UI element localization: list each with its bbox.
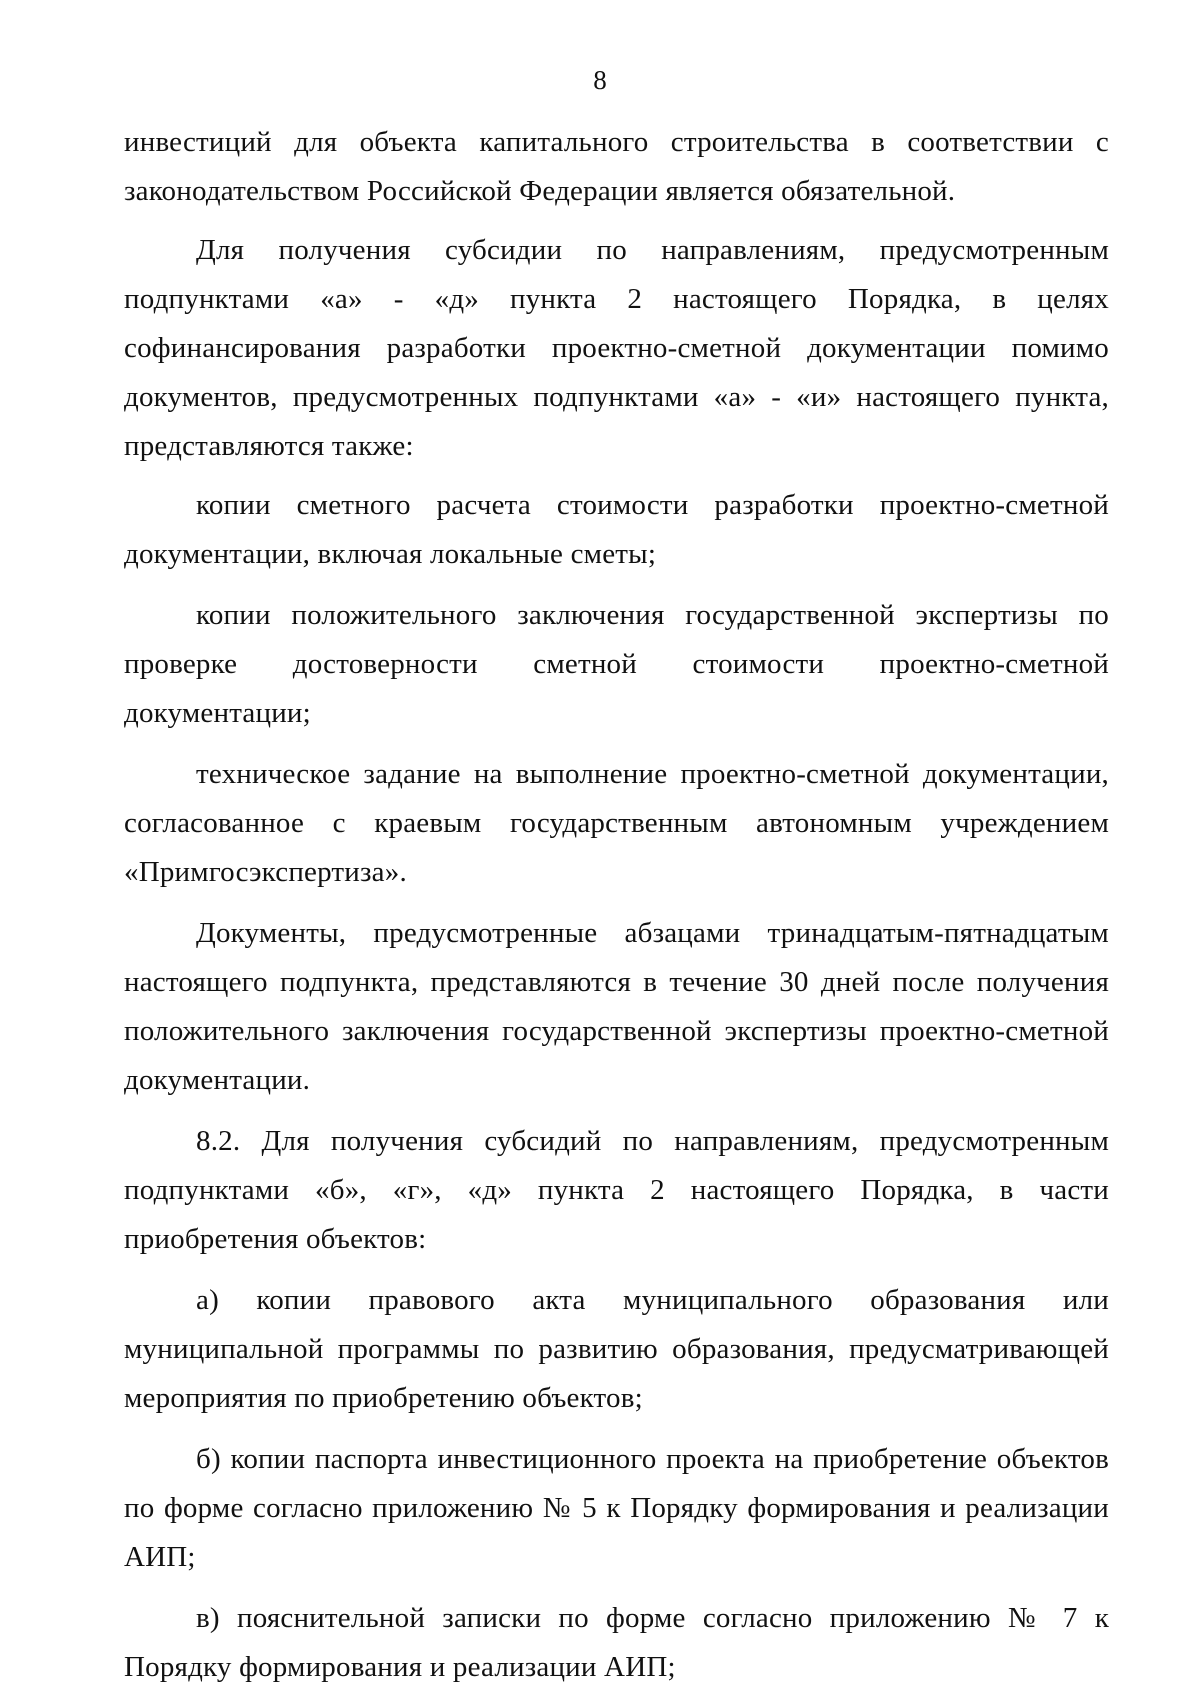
paragraph-1: инвестиций для объекта капитального строительства в соответствии с законодательством Российской Федерации является обязательной. bbox=[124, 126, 1109, 207]
paragraph-3: копии сметного расчета стоимости разработки проектно-сметной документации, включая локальные сметы; bbox=[124, 489, 1109, 570]
page-number: 8 bbox=[593, 65, 607, 95]
paragraph-5: техническое задание на выполнение проектно-сметной документации, согласованное с краевым государственным автономным учреждением «Примгосэкспертиза». bbox=[124, 758, 1109, 888]
paragraph-9: б) копии паспорта инвестиционного проекта на приобретение объектов по форме согласно приложению № 5 к Порядку формирования и реализации АИП; bbox=[124, 1443, 1109, 1573]
document-body bbox=[124, 118, 1109, 1692]
paragraph-10: в) пояснительной записки по форме согласно приложению № 7 к Порядку формирования и реализации АИП; bbox=[124, 1602, 1109, 1683]
paragraph-7: 8.2. Для получения субсидий по направлениям, предусмотренным подпунктами «б», «г», «д» пункта 2 настоящего Порядка, в части приобретения объектов: bbox=[124, 1125, 1109, 1255]
paragraph-6: Документы, предусмотренные абзацами тринадцатым-пятнадцатым настоящего подпункта, представляются в течение 30 дней после получения положительного заключения государственной экспертизы проектно-сметной документации. bbox=[124, 917, 1109, 1096]
paragraph-4: копии положительного заключения государственной экспертизы по проверке достоверности сметной стоимости проектно-сметной документации; bbox=[124, 599, 1109, 729]
paragraph-8: а) копии правового акта муниципального образования или муниципальной программы по развитию образования, предусматривающей мероприятия по приобретению объектов; bbox=[124, 1284, 1109, 1414]
paragraph-2: Для получения субсидии по направлениям, предусмотренным подпунктами «а» - «д» пункта 2 настоящего Порядка, в целях софинансирования разработки проектно-сметной документации помимо документов, предусмотренных подпунктами «а» - «и» настоящего пункта, представляются также: bbox=[124, 234, 1109, 462]
